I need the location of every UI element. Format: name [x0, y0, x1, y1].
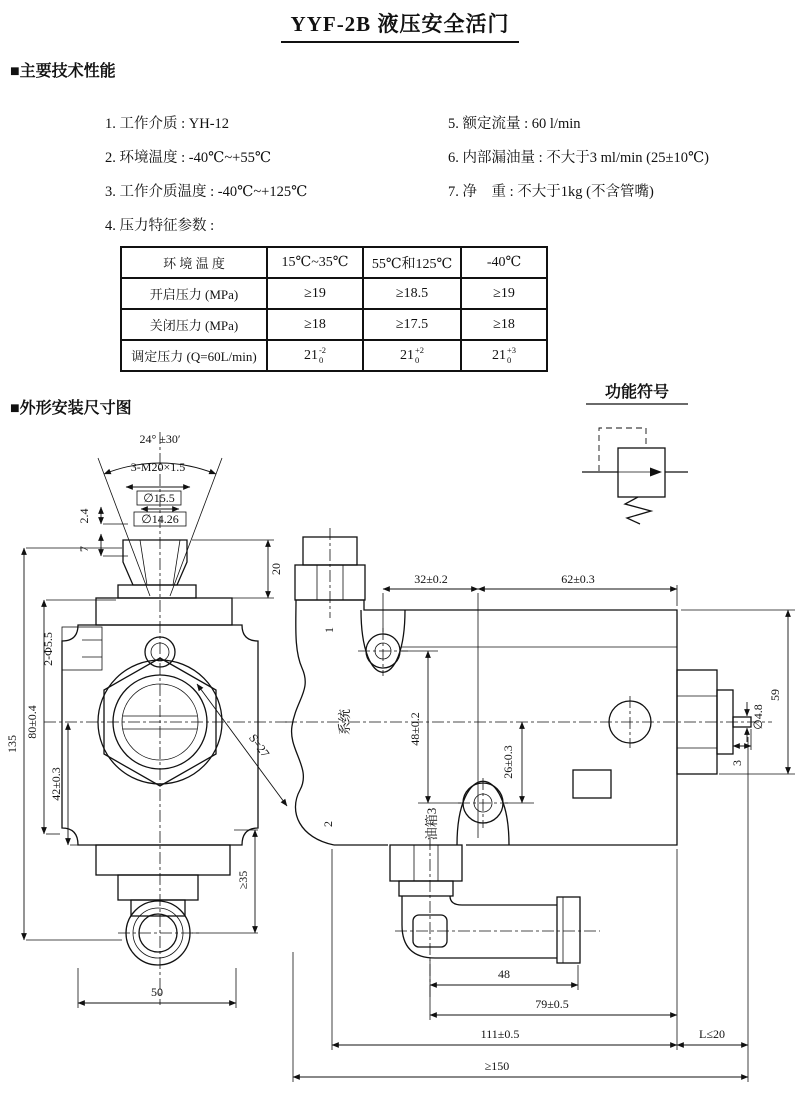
- dim-d15-5: ∅15.5: [143, 491, 175, 505]
- dim-79: 79±0.5: [535, 997, 569, 1011]
- tol-sub: 0: [414, 354, 420, 365]
- dim-150: ≥150: [484, 1059, 510, 1073]
- port2-label: 油箱3: [424, 807, 439, 841]
- pilot-line: [599, 428, 646, 471]
- dim-50: 50: [151, 985, 163, 999]
- drawing-section-header: ■外形安装尺寸图: [10, 400, 132, 417]
- table-cell: ≥18: [267, 309, 363, 340]
- dim-32: 32±0.2: [414, 572, 448, 586]
- symbol-header: 功能符号: [604, 384, 670, 401]
- port2-number: 2: [321, 821, 335, 827]
- dim-20: 20: [269, 563, 283, 575]
- tol-sub: 0: [506, 354, 512, 365]
- dim-7: 7: [77, 546, 91, 552]
- table-cell-tolerance: [461, 340, 547, 371]
- tol-sub: 0: [318, 354, 324, 365]
- pressure-parameters-table: [120, 246, 548, 372]
- row-label: 关闭压力 (MPa): [121, 309, 267, 340]
- flow-arrow: [650, 468, 662, 477]
- table-header-row: [121, 247, 547, 278]
- tol-base: 21: [491, 347, 506, 363]
- dim-42: 42±0.3: [49, 767, 63, 801]
- side-view: [285, 528, 795, 1082]
- port1-label: 系统: [337, 708, 352, 736]
- row-label: 调定压力 (Q=60L/min): [121, 340, 267, 371]
- tol-base: 21: [399, 347, 414, 363]
- table-row: [121, 278, 547, 309]
- dim-135: 135: [5, 735, 19, 753]
- dim-L20: L≤20: [699, 1027, 725, 1041]
- port1-number: 1: [322, 627, 336, 633]
- spec-item: 5. 额定流量 : 60 l/min: [448, 116, 581, 132]
- specs-section-header: ■主要技术性能: [10, 63, 116, 80]
- tol-sup: +2: [414, 344, 425, 355]
- spec-item: 3. 工作介质温度 : -40℃~+125℃: [105, 184, 308, 200]
- dim-59: 59: [768, 689, 782, 701]
- spec-item: 7. 净 重 : 不大于1kg (不含管嘴): [448, 184, 654, 200]
- document-title-wrap: [0, 8, 800, 43]
- table-row: [121, 340, 547, 371]
- dim-2-4: 2.4: [77, 508, 91, 524]
- row-label: 开启压力 (MPa): [121, 278, 267, 309]
- dim-80: 80±0.4: [25, 705, 39, 739]
- table-row: [121, 309, 547, 340]
- document-title: YYF-2B 液压安全活门: [281, 8, 520, 43]
- dim-thread: 3-M20×1.5: [130, 460, 186, 474]
- spring-symbol: [625, 497, 651, 524]
- dim-26: 26±0.3: [501, 745, 515, 779]
- spec-item: 4. 压力特征参数 :: [105, 218, 215, 234]
- dimension-drawing: [0, 380, 800, 1096]
- spec-item: 2. 环境温度 : -40℃~+55℃: [105, 150, 272, 166]
- dim-48v: 48±0.2: [408, 712, 422, 746]
- table-cell: ≥18.5: [363, 278, 461, 309]
- dim-d14-26: ∅14.26: [141, 512, 179, 526]
- table-header-cell: 环 境 温 度: [121, 247, 267, 278]
- table-cell-tolerance: [267, 340, 363, 371]
- dim-hex-s27: S=27: [246, 731, 273, 761]
- table-cell: ≥19: [267, 278, 363, 309]
- table-cell: ≥18: [461, 309, 547, 340]
- dim-62: 62±0.3: [561, 572, 595, 586]
- dim-min35: ≥35: [236, 870, 250, 890]
- dim-cone-angle: 24° ±30′: [139, 432, 181, 446]
- dim-pin-length: 3: [730, 760, 744, 766]
- spec-item: 1. 工作介质 : YH-12: [105, 116, 230, 132]
- table-cell: ≥19: [461, 278, 547, 309]
- function-symbol: [582, 428, 688, 524]
- spec-item: 6. 内部漏油量 : 不大于3 ml/min (25±10℃): [448, 150, 710, 166]
- table-cell: ≥17.5: [363, 309, 461, 340]
- tol-sup: +3: [506, 344, 517, 355]
- table-header-cell: 15℃~35℃: [267, 247, 363, 278]
- front-view: [5, 432, 290, 1008]
- table-cell-tolerance: [363, 340, 461, 371]
- table-header-cell: 55℃和125℃: [363, 247, 461, 278]
- table-header-cell: -40℃: [461, 247, 547, 278]
- dim-48b: 48: [498, 967, 510, 981]
- tol-sup: -2: [318, 344, 327, 355]
- dim-111: 111±0.5: [480, 1027, 520, 1041]
- dim-mount-holes: 2-Φ5.5: [41, 632, 55, 666]
- dim-pin-diameter: ∅4.8: [751, 704, 765, 730]
- tol-base: 21: [303, 347, 318, 363]
